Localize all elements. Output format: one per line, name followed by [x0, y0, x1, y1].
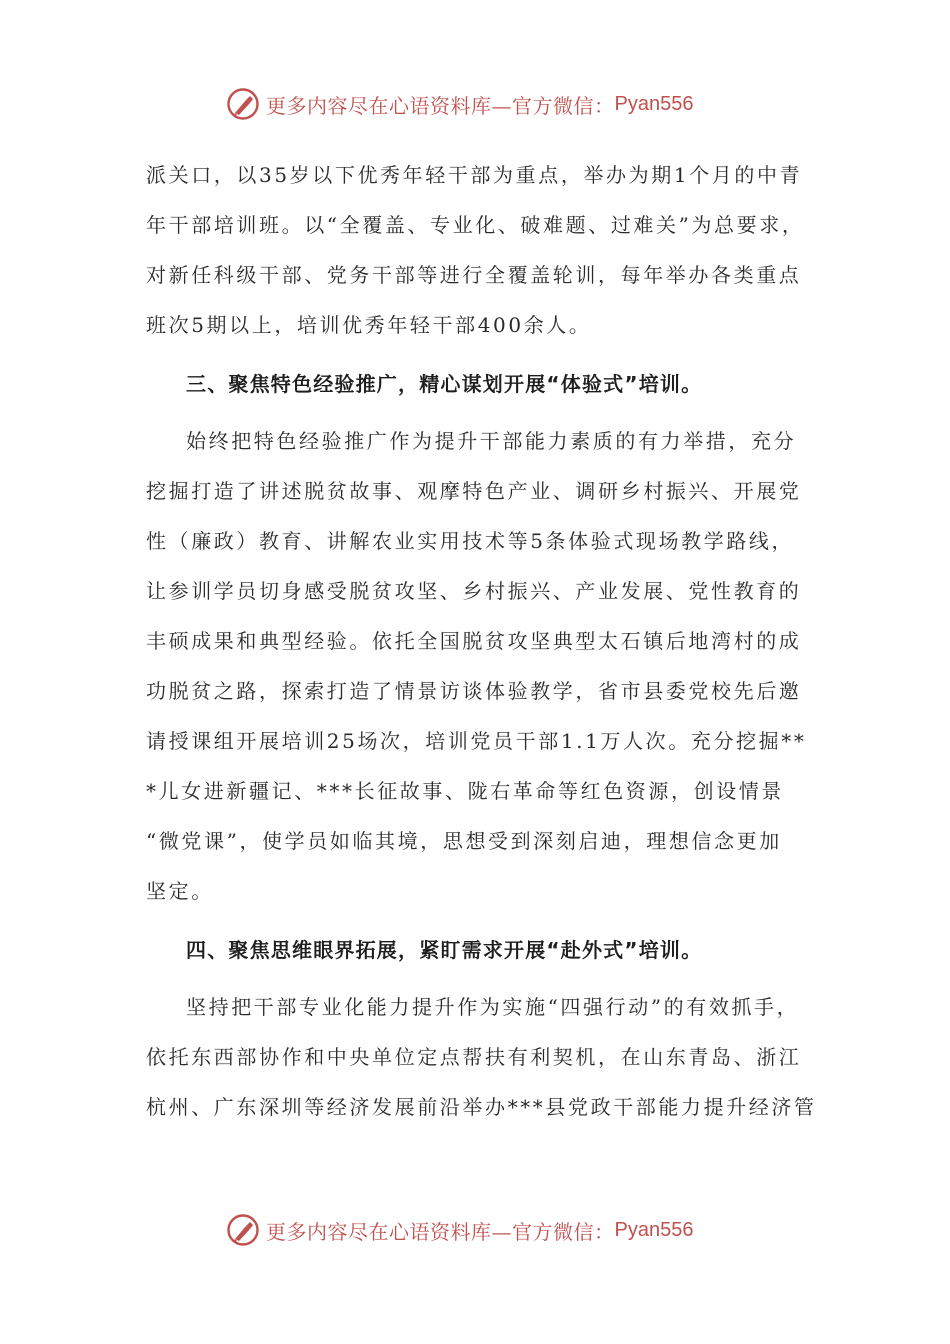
- section-heading-4: 四、聚焦思维眼界拓展，紧盯需求开展“赴外式”培训。: [186, 938, 703, 962]
- text-line: 坚持把干部专业化能力提升作为实施“四强行动”的有效抓手，: [186, 995, 800, 1019]
- text-line: *儿女进新疆记、***长征故事、陇右革命等红色资源，创设情景: [146, 779, 784, 803]
- text-line: 让参训学员切身感受脱贫攻坚、乡村振兴、产业发展、党性教育的: [146, 579, 802, 603]
- text-line: 坚定。: [146, 879, 214, 903]
- text-line: 依托东西部协作和中央单位定点帮扶有利契机，在山东青岛、浙江: [146, 1045, 802, 1069]
- section-heading-3: 三、聚焦特色经验推广，精心谋划开展“体验式”培训。: [186, 372, 703, 396]
- pen-logo-icon: [226, 87, 260, 121]
- header-banner-wechat-id: Pyan556: [614, 92, 694, 115]
- text-line: 年干部培训班。以“全覆盖、专业化、破难题、过难关”为总要求，: [146, 213, 805, 237]
- document-body: [146, 150, 817, 1132]
- header-banner: [226, 84, 746, 124]
- text-line: 请授课组开展培训25场次，培训党员干部1.1万人次。充分挖掘**: [146, 729, 807, 753]
- footer-banner-text: 更多内容尽在心语资料库—官方微信：: [266, 1219, 615, 1244]
- text-line: 杭州、广东深圳等经济发展前沿举办***县党政干部能力提升经济管: [146, 1095, 817, 1119]
- text-line: “微党课”，使学员如临其境，思想受到深刻启迪，理想信念更加: [146, 829, 782, 853]
- footer-banner-wechat-id: Pyan556: [614, 1218, 694, 1241]
- paragraph-3: [146, 982, 817, 1132]
- text-line: 班次5期以上，培训优秀年轻干部400余人。: [146, 313, 592, 337]
- text-line: 始终把特色经验推广作为提升干部能力素质的有力举措，充分: [186, 429, 797, 453]
- text-line: 功脱贫之路，探索打造了情景访谈体验教学，省市县委党校先后邀: [146, 679, 802, 703]
- text-line: 性（廉政）教育、讲解农业实用技术等5条体验式现场教学路线，: [146, 529, 795, 553]
- text-line: 丰硕成果和典型经验。依托全国脱贫攻坚典型太石镇后地湾村的成: [146, 629, 802, 653]
- paragraph-1: [146, 150, 806, 350]
- pen-logo-icon: [226, 1213, 260, 1247]
- text-line: 派关口，以35岁以下优秀年轻干部为重点，举办为期1个月的中青: [146, 163, 803, 187]
- paragraph-2: [146, 416, 806, 916]
- text-line: 挖掘打造了讲述脱贫故事、观摩特色产业、调研乡村振兴、开展党: [146, 479, 802, 503]
- text-line: 对新任科级干部、党务干部等进行全覆盖轮训，每年举办各类重点: [146, 263, 802, 287]
- footer-banner: [226, 1210, 746, 1250]
- header-banner-text: 更多内容尽在心语资料库—官方微信：: [266, 93, 615, 118]
